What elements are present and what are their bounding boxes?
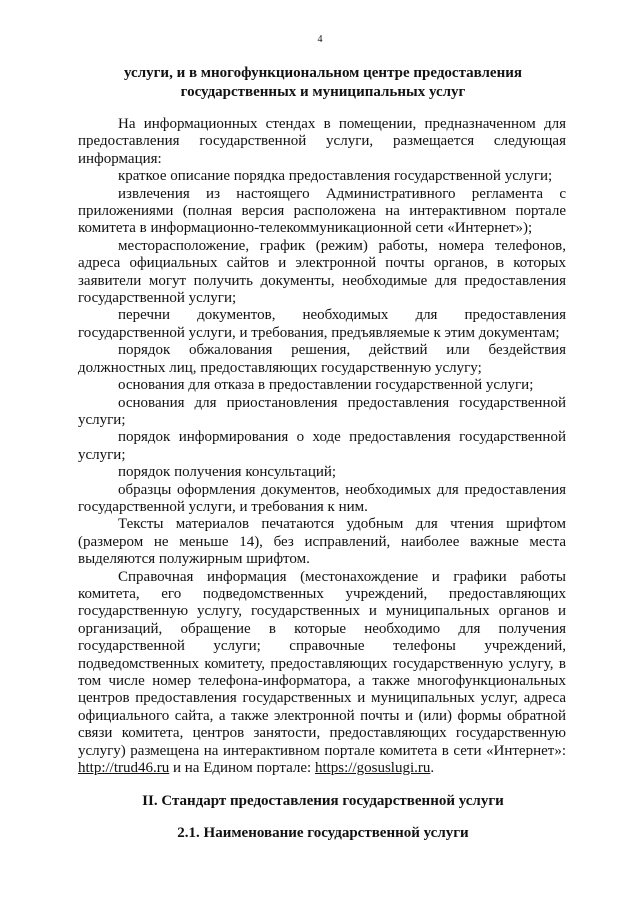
section-heading-2: II. Стандарт предоставления государственной услуги <box>142 793 504 809</box>
section-heading-continued: услуги, и в многофункциональном центре предоставления государственных и муниципальных услуг <box>124 65 522 100</box>
list-item: порядок обжалования решения, действий или бездействия должностных лиц, предоставляющих государственную услугу; <box>78 342 566 376</box>
gosuslugi-link[interactable]: https://gosuslugi.ru <box>314 760 431 777</box>
list-item: основания для отказа в предоставлении государственной услуги; <box>118 377 534 394</box>
page-number: 4 <box>317 34 323 45</box>
paragraph: Тексты материалов печатаются удобным для чтения шрифтом (размером не меньше 14), без исправлений, наиболее важные места выделяются полужирным шрифтом. <box>78 516 566 568</box>
subsection-heading-2-1: 2.1. Наименование государственной услуги <box>177 825 469 841</box>
list-item: порядок получения консультаций; <box>118 464 337 481</box>
body-text <box>78 116 566 777</box>
trud46-link[interactable]: http://trud46.ru <box>78 760 170 777</box>
list-item: месторасположение, график (режим) работы, номера телефонов, адреса официальных сайтов и электронной почты органов, в которых заявители могут получить документы, необходимые для предоставления государственной услуги; <box>78 237 566 307</box>
list-item: образцы оформления документов, необходимых для предоставления государственной услуги, и требования к ним. <box>78 481 566 515</box>
list-item: порядок информирования о ходе предоставления государственной услуги; <box>78 429 566 463</box>
paragraph: На информационных стендах в помещении, предназначенном для предоставления государственной услуги, размещается следующая информация: <box>78 116 566 167</box>
reference-info-middle: и на Едином портале: <box>169 760 315 777</box>
list-item: извлечения из настоящего Административного регламента с приложениями (полная версия расположена на интерактивном портале комитета в информационно-телекоммуникационной сети «Интернет»); <box>78 185 566 237</box>
reference-info-text: Справочная информация (местонахождение и графики работы комитета, его подведомственных учреждений, предоставляющих государственную услугу, государственных и муниципальных органов и организаций, обращение в которые необходимо для получения государственной услуги; справочные телефоны учреждений, подведомственных комитету, предоставляющих государственную услугу, в том числе номер телефона-информатора, а также многофункциональных центров предоставления государственных и муниципальных услуг, адреса официального сайта, а также электронной почты и (или) формы обратной связи комитета, центров занятости, предоставляющих государственную услугу) размещена на интерактивном портале комитета в сети «Интернет»: <box>78 568 566 759</box>
list-item: основания для приостановления предоставления государственной услуги; <box>78 394 566 428</box>
reference-info-paragraph <box>78 569 566 778</box>
list-item: перечни документов, необходимых для предоставления государственной услуги, и требования, предъявляемые к этим документам; <box>78 307 566 341</box>
reference-info-end: . <box>430 760 435 777</box>
list-item: краткое описание порядка предоставления государственной услуги; <box>118 168 553 185</box>
